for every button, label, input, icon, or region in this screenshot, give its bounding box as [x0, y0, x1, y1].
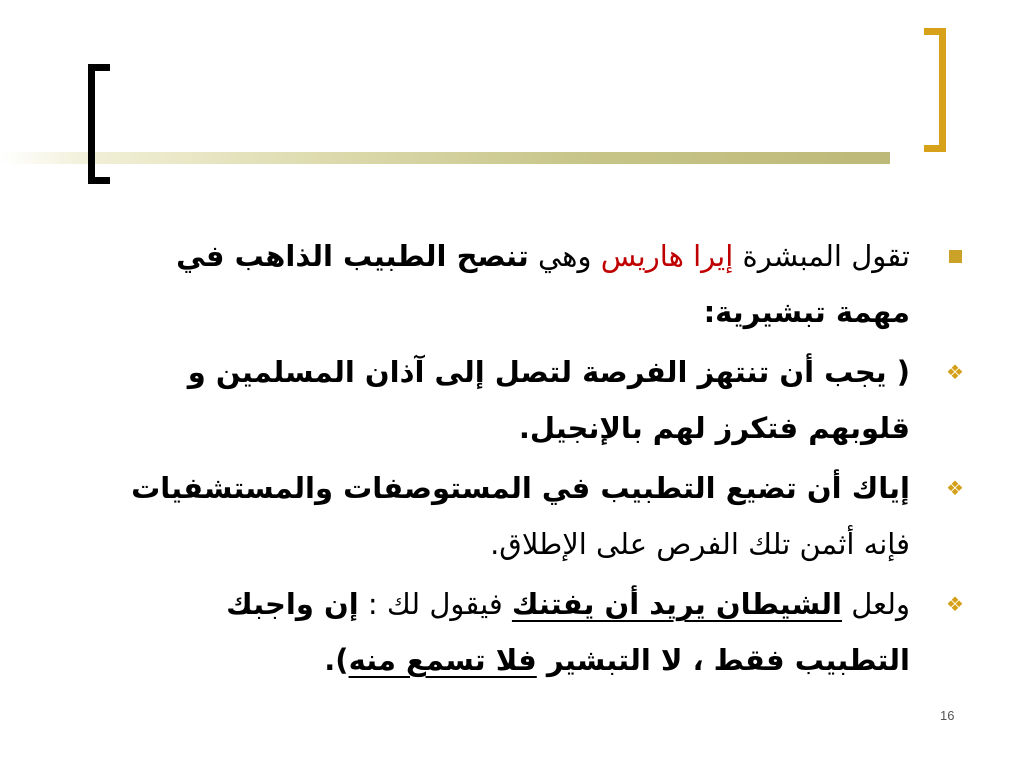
text-segment-bold-underline: فلا تسمع منه [348, 643, 537, 677]
text-segment-bold-underline: الشيطان يريد أن يفتنك [511, 587, 842, 621]
text-segment: وهي [528, 239, 601, 273]
diamond-bullet-icon: ❖ [946, 476, 964, 500]
right-bracket-decoration [924, 28, 946, 152]
bullet-item [110, 460, 970, 572]
highlighted-name: إيرا هاريس [600, 239, 734, 273]
page-number: 16 [940, 708, 955, 723]
text-segment: ولعل [841, 587, 910, 621]
decorative-title-bar [0, 152, 890, 164]
text-segment: تقول المبشرة [733, 239, 910, 273]
diamond-bullet-icon: ❖ [946, 360, 964, 384]
text-segment: فيقول لك : [358, 587, 512, 621]
bullet-item [110, 344, 970, 456]
text-segment-bold: تنصح الطبيب الذاهب في مهمة تبشيرية: [176, 239, 910, 329]
diamond-bullet-icon: ❖ [946, 592, 964, 616]
text-segment-bold: إن واجبك التطبيب فقط ، لا التبشير [226, 587, 910, 677]
slide-body [110, 228, 970, 692]
bullet-item [110, 576, 970, 688]
text-segment: فإنه أثمن تلك الفرص على الإطلاق. [490, 527, 910, 561]
square-bullet-icon [949, 250, 962, 263]
text-segment-bold: إياك أن تضيع التطبيب في المستوصفات والمستشفيات [131, 471, 910, 505]
left-bracket-decoration [88, 64, 110, 184]
text-segment-bold: ). [324, 643, 349, 677]
text-segment-bold: ( يجب أن تنتهز الفرصة لتصل إلى آذان المسلمين و قلوبهم فتكرز لهم بالإنجيل. [187, 355, 910, 445]
bullet-item [110, 228, 970, 340]
